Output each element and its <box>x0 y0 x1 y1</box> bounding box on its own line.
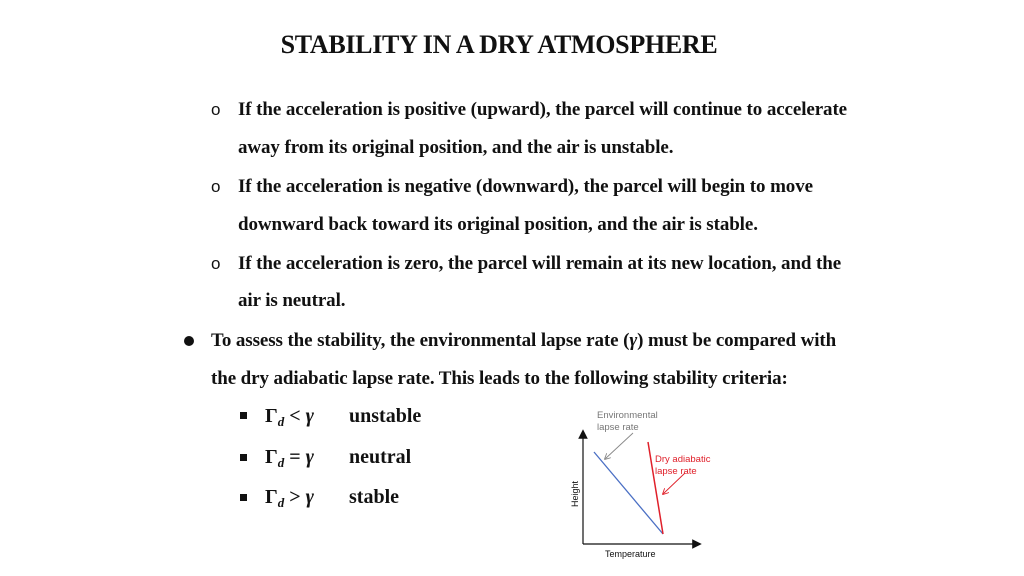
x-axis-label: Temperature <box>605 549 656 559</box>
page-title: STABILITY IN A DRY ATMOSPHERE <box>280 30 718 59</box>
gamma-symbol: γ <box>629 330 638 351</box>
square-bullet-icon <box>240 412 247 419</box>
criterion-expression: $\Gamma_d < \gamma$ <box>265 405 314 429</box>
criterion-expression: $\Gamma_d > \gamma$ <box>265 486 314 510</box>
environmental-label-2: lapse rate <box>597 422 639 433</box>
sub-bullet-1-line-2: away from its original position, and the air is unstable. <box>238 137 674 158</box>
bullet-marker: o <box>211 254 221 273</box>
lapse-rate-diagram <box>555 400 725 568</box>
square-bullet-icon <box>240 494 247 501</box>
sub-bullet-3-line-2: air is neutral. <box>238 290 346 311</box>
main-bullet-text-b: ) must be compared with <box>637 330 837 351</box>
dry-label-2: lapse rate <box>655 466 697 477</box>
sub-bullet-2-line-1: If the acceleration is negative (downward), the parcel will begin to move <box>238 176 813 197</box>
main-bullet-text-a: To assess the stability, the environmental lapse rate ( <box>211 330 630 351</box>
environmental-lapse-line <box>594 452 663 534</box>
main-bullet-line-2: the dry adiabatic lapse rate. This leads to the following stability criteria: <box>211 368 788 389</box>
criterion-label: unstable <box>349 405 422 427</box>
environmental-label-1: Environmental <box>597 410 658 421</box>
sub-bullet-3-line-1: If the acceleration is zero, the parcel will remain at its new location, and the <box>238 253 842 274</box>
bullet-marker: o <box>211 100 221 119</box>
criterion-label: neutral <box>349 446 412 468</box>
square-bullet-icon <box>240 454 247 461</box>
dry-label-1: Dry adiabatic <box>655 454 711 465</box>
criterion-expression: $\Gamma_d = \gamma$ <box>265 446 314 470</box>
bullet-marker: o <box>211 177 221 196</box>
environmental-pointer-arrow <box>605 433 633 459</box>
sub-bullet-2-line-2: downward back toward its original position, and the air is stable. <box>238 214 758 235</box>
bullet-dot-icon <box>184 336 194 346</box>
criterion-label: stable <box>349 486 399 508</box>
main-bullet-line-1 <box>211 330 836 352</box>
sub-bullet-1-line-1: If the acceleration is positive (upward), the parcel will continue to accelerate <box>238 99 848 120</box>
y-axis-label: Height <box>570 480 580 507</box>
